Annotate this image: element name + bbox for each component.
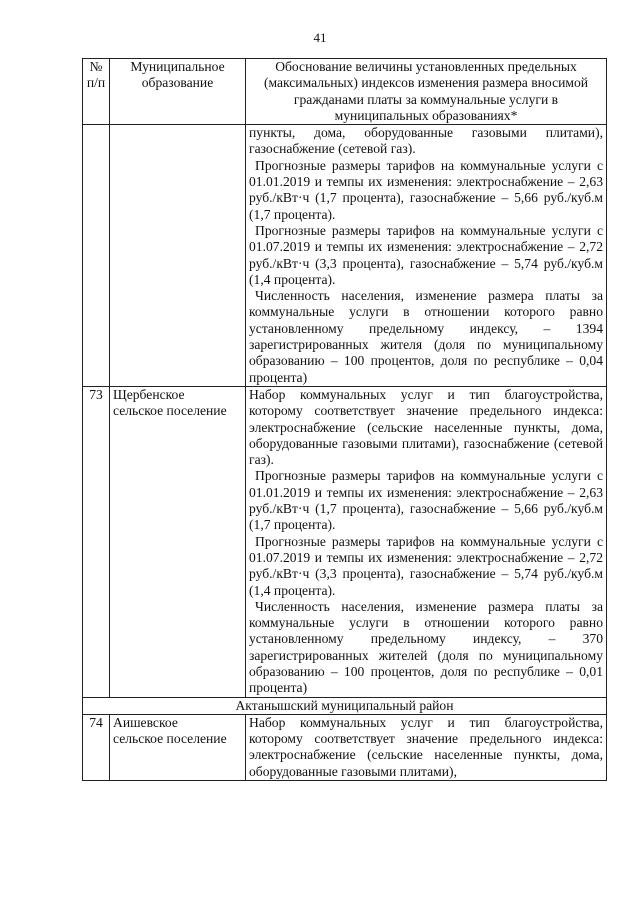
justification-paragraph: Набор коммунальных услуг и тип благоустройства, которому соответствует значение предельного индекса: электроснабжение (сельские населенные пункты, дома, оборудованные газовыми плитами), газоснабжение (сетевой газ). [249,386,603,468]
justification-paragraph: Прогнозные размеры тарифов на коммунальные услуги с 01.07.2019 и темпы их изменения: электроснабжение – 2,72 руб./кВт·ч (3,3 процента), газоснабжение – 5,74 руб./куб.м (1,4 процента). [249,222,603,287]
row-justification [246,386,607,697]
row-municipality: Аишевское сельское поселение [110,714,246,780]
justification-paragraph: Численность населения, изменение размера платы за коммунальные услуги в отношении которого равно установленному предельному индексу, – 1394 зарегистрированных жителя (доля по муниципальному образованию – 100 процентов, доля по республике – 0,04 процента) [249,288,603,385]
row-justification [246,125,607,387]
row-number: 73 [83,386,110,697]
header-municipality: Муниципальное образование [110,59,246,125]
tariff-table [82,58,607,781]
justification-paragraph: Прогнозные размеры тарифов на коммунальные услуги с 01.01.2019 и темпы их изменения: электроснабжение – 2,63 руб./кВт·ч (1,7 процента), газоснабжение – 5,66 руб./куб.м (1,7 процента). [249,468,603,533]
district-heading: Актанышский муниципальный район [83,697,607,714]
row-municipality: Щербенское сельское поселение [110,386,246,697]
table-row [83,714,607,780]
header-justification: Обоснование величины установленных предельных (максимальных) индексов изменения размера вносимой гражданами платы за коммунальные услуги в муниципальных образованиях* [246,59,607,125]
justification-paragraph: Численность населения, изменение размера платы за коммунальные услуги в отношении которого равно установленному предельному индексу, – 370 зарегистрированных жителей (доля по муниципальному образованию – 100 процентов, доля по республике – 0,01 процента) [249,598,603,696]
row-number [83,125,110,387]
row-justification [246,714,607,780]
header-number: № п/п [83,59,110,125]
justification-paragraph: Набор коммунальных услуг и тип благоустройства, которому соответствует значение предельного индекса: электроснабжение (сельские населенные пункты, дома, оборудованные газовыми плитами), [249,714,603,779]
table-row [83,386,607,697]
table-header-row [83,59,607,125]
table-row [83,125,607,387]
row-municipality [110,125,246,387]
page-number: 41 [313,30,327,45]
justification-paragraph: Прогнозные размеры тарифов на коммунальные услуги с 01.07.2019 и темпы их изменения: электроснабжение – 2,72 руб./кВт·ч (3,3 процента), газоснабжение – 5,74 руб./куб.м (1,4 процента). [249,533,603,598]
row-number: 74 [83,714,110,780]
justification-paragraph: пункты, дома, оборудованные газовыми плитами), газоснабжение (сетевой газ). [249,125,603,157]
district-row [83,697,607,714]
justification-paragraph: Прогнозные размеры тарифов на коммунальные услуги с 01.01.2019 и темпы их изменения: электроснабжение – 2,63 руб./кВт·ч (1,7 процента), газоснабжение – 5,66 руб./куб.м (1,7 процента). [249,157,603,222]
